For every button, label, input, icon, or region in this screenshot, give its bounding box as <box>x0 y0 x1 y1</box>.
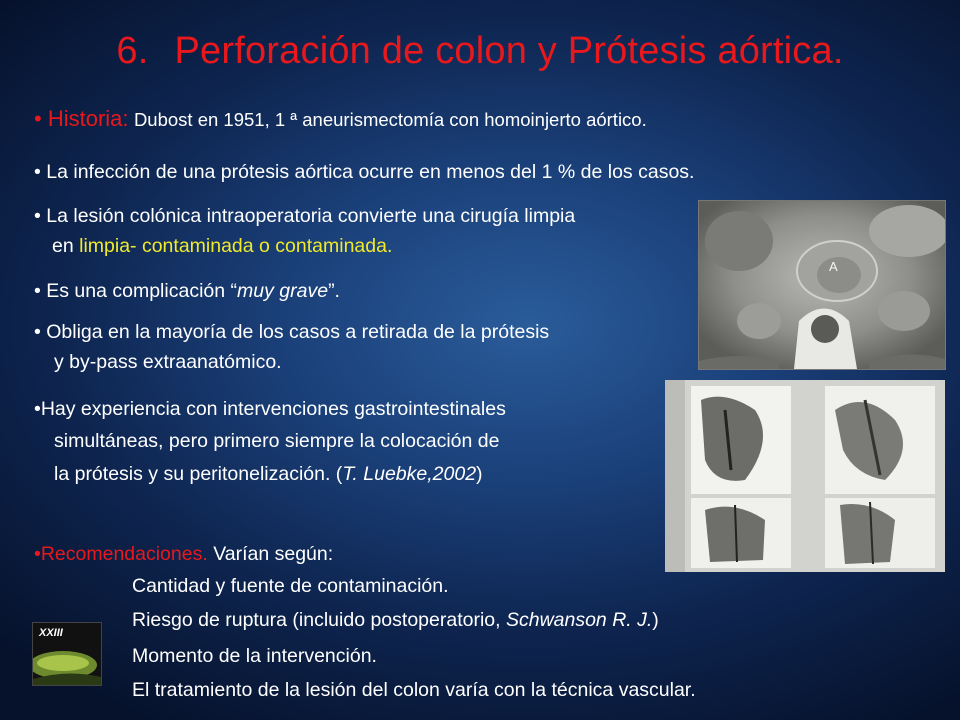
recom-item-4 <box>132 678 696 702</box>
bullet-experiencia-cont-1 <box>54 429 499 453</box>
recom-item-2-text: Riesgo de ruptura (incluido postoperatorio, <box>132 609 506 631</box>
bullet-obliga: • Obliga en la mayoría de los casos a retirada de la prótesis <box>34 321 550 343</box>
obliga-text-2: y by-pass extraanatómico. <box>54 351 282 373</box>
slide-title <box>0 30 960 73</box>
recom-item-2-citation: Schwanson R. J. <box>505 609 653 631</box>
obliga-text-1: Obliga en la mayoría de los casos a retirada de la prótesis <box>46 321 550 343</box>
historia-label: Historia: <box>47 106 129 131</box>
experiencia-citation: T. Luebke,2002 <box>342 463 477 485</box>
recom-item-1-text: Cantidad y fuente de contaminación. <box>132 575 449 597</box>
conference-logo <box>32 622 102 686</box>
infeccion-text: La infección de una prótesis aórtica ocurre en menos del 1 % de los casos. <box>46 161 695 183</box>
bullet-lesion-cont <box>52 234 392 258</box>
experiencia-text-3a: la prótesis y su peritonelización. ( <box>54 463 343 485</box>
recom-text: Varían según: <box>213 543 334 565</box>
bullet-experiencia: •Hay experiencia con intervenciones gastrointestinales <box>34 398 506 420</box>
complicacion-b: ”. <box>328 280 340 302</box>
recom-label: Recomendaciones. <box>40 543 208 565</box>
experiencia-text-2: simultáneas, pero primero siempre la colocación de <box>54 430 500 452</box>
bullet-recomendaciones: •Recomendaciones. Varían según: <box>34 543 334 565</box>
ct-scan-image <box>698 200 946 370</box>
complicacion-em: muy grave <box>237 280 329 302</box>
bullet-historia: • Historia: Dubost en 1951, 1 ª aneurismectomía con homoinjerto aórtico. <box>34 106 647 131</box>
surgical-illustration-image <box>665 380 945 572</box>
recom-item-3 <box>132 644 377 668</box>
recom-item-3-text: Momento de la intervención. <box>132 645 377 667</box>
recom-item-4-text: El tratamiento de la lesión del colon varía con la técnica vascular. <box>132 679 696 701</box>
logo-text: XXIII <box>39 627 63 639</box>
bullet-infeccion: • La infección de una prótesis aórtica ocurre en menos del 1 % de los casos. <box>34 161 695 183</box>
lesion-text-2b: limpia- contaminada o contaminada. <box>79 235 393 257</box>
experiencia-text-1: Hay experiencia con intervenciones gastrointestinales <box>40 398 506 420</box>
experiencia-text-3b: ) <box>476 463 483 485</box>
title-text: Perforación de colon y Prótesis aórtica. <box>174 30 844 72</box>
lesion-text-2a: en <box>52 235 74 257</box>
title-number: 6. <box>116 30 149 72</box>
bullet-obliga-cont <box>54 350 282 374</box>
ct-scan-graphic <box>699 201 945 369</box>
historia-text: Dubost en 1951, 1 ª aneurismectomía con homoinjerto aórtico. <box>133 109 647 130</box>
ct-label: A <box>829 259 838 274</box>
complicacion-a: Es una complicación “ <box>46 280 238 302</box>
recom-item-2 <box>132 608 659 632</box>
lesion-text-1: La lesión colónica intraoperatoria convierte una cirugía limpia <box>46 205 576 227</box>
recom-item-1 <box>132 574 449 598</box>
bullet-lesion: • La lesión colónica intraoperatoria convierte una cirugía limpia <box>34 205 576 227</box>
recom-item-2-end: ) <box>652 609 659 631</box>
bullet-complicacion: • Es una complicación “muy grave”. <box>34 280 340 302</box>
bullet-experiencia-cont-2 <box>54 462 483 486</box>
surgical-illustration-graphic <box>665 380 945 572</box>
